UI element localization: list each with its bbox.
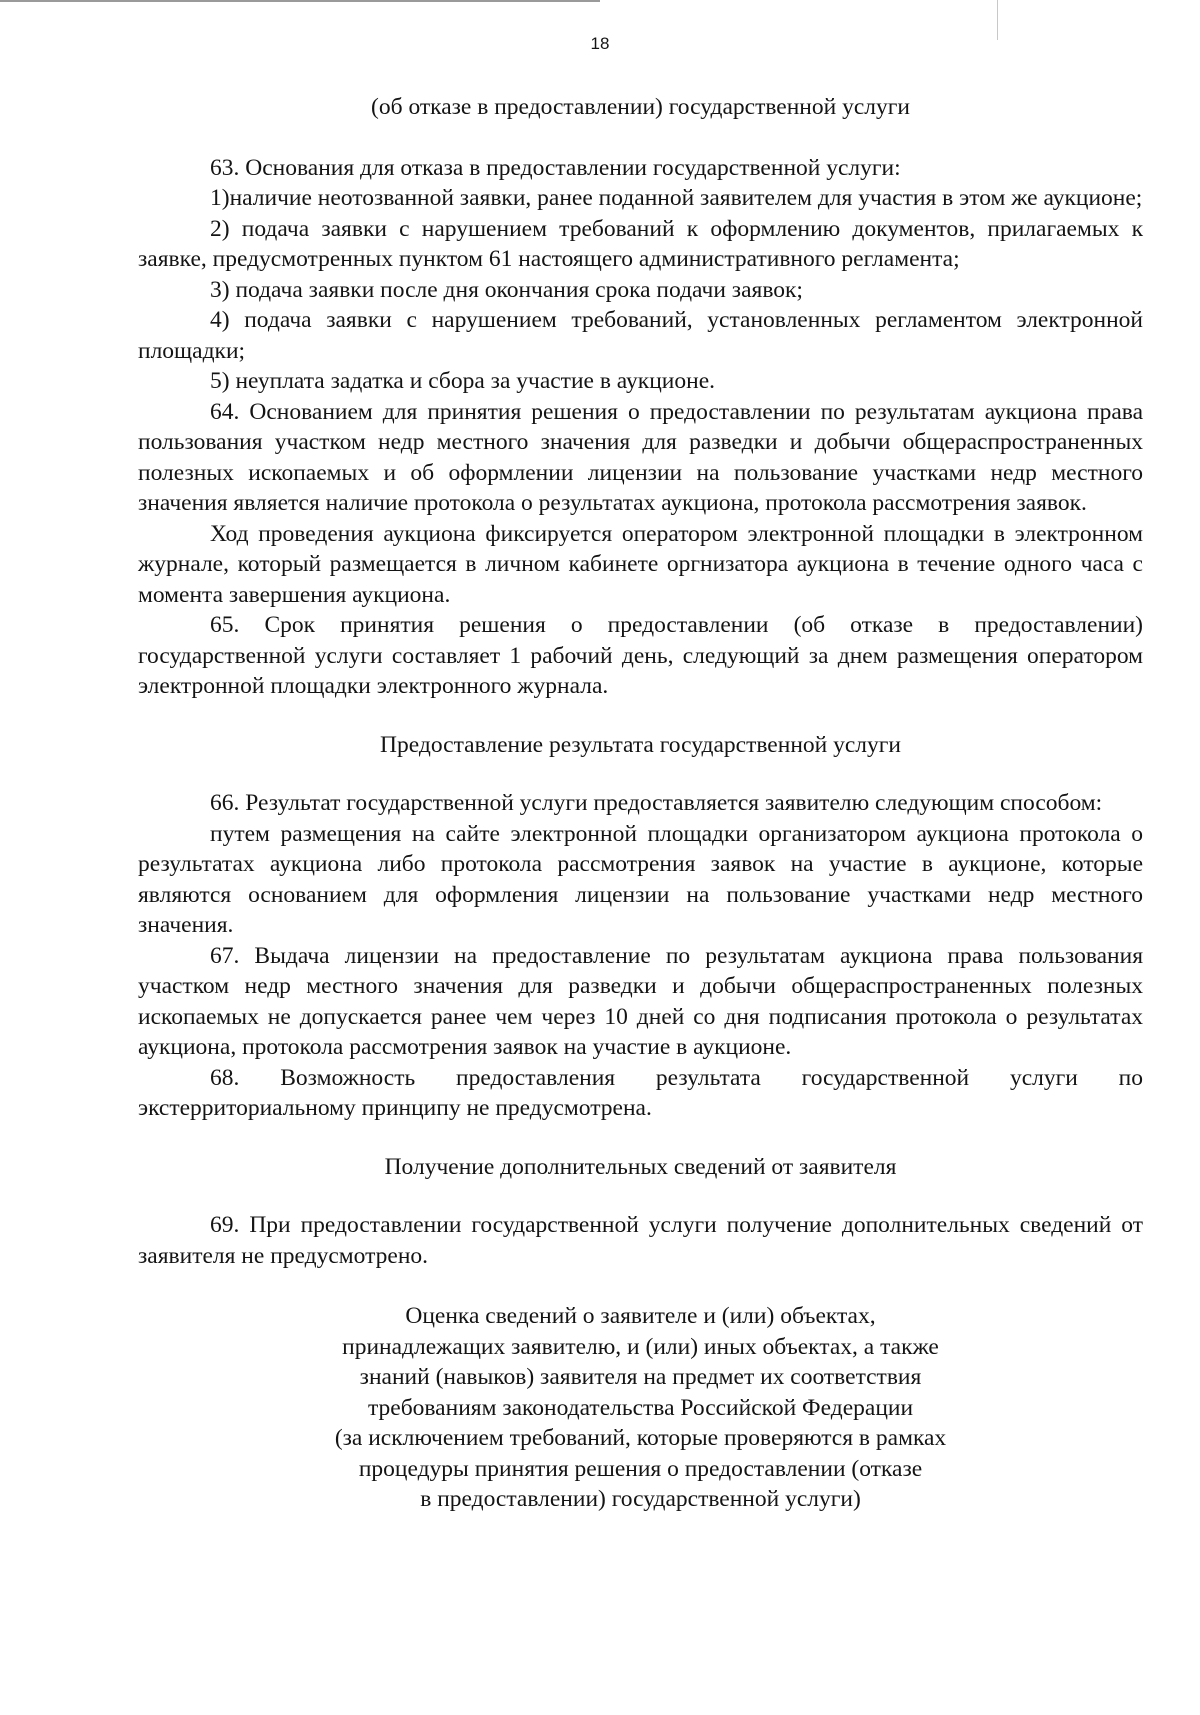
paragraph-65: 65. Срок принятия решения о предоставлении (об отказе в предоставлении) государственной услуги составляет 1 рабочий день, следующий за днем размещения оператором электронной площадки электронного журнала. <box>138 612 1143 699</box>
section-heading-result: Предоставление результата государственной услуги <box>380 731 901 758</box>
section-heading-refusal: (об отказе в предоставлении) государственной услуги <box>371 94 910 120</box>
paragraph-63-item-4: 4) подача заявки с нарушением требований, установленных регламентом электронной площадки; <box>138 307 1143 364</box>
assessment-heading-line: требованиям законодательства Российской Федерации <box>367 1394 914 1421</box>
paragraph-66: 66. Результат государственной услуги предоставляется заявителю следующим способом: <box>210 790 1103 816</box>
page-number: 18 <box>590 34 610 53</box>
paragraph-69: 69. При предоставлении государственной услуги получение дополнительных сведений от заявителя не предусмотрено. <box>138 1212 1143 1269</box>
document-body <box>138 92 1143 1515</box>
assessment-heading-line: (за исключением требований, которые проверяются в рамках <box>334 1425 947 1451</box>
assessment-heading-line: в предоставлении) государственной услуги) <box>420 1486 861 1512</box>
paragraph-64: 64. Основанием для принятия решения о предоставлении по результатам аукциона права пользования участком недр местного значения для разведки и добычи общераспространенных полезных ископаемых и об оформлении лицензии на пользование участками недр местного значения является наличие протокола о результатах аукциона, протокола рассмотрения заявок. <box>138 398 1143 516</box>
paragraph-63-item-5: 5) неуплата задатка и сбора за участие в аукционе. <box>210 368 715 394</box>
assessment-heading-line: процедуры принятия решения о предоставлении (отказе <box>358 1455 923 1482</box>
paragraph-68: 68. Возможность предоставления результата государственной услуги по экстерриториальному принципу не предусмотрена. <box>138 1064 1143 1121</box>
paragraph-64-continuation: Ход проведения аукциона фиксируется оператором электронной площадки в электронном журнале, который размещается в личном кабинете оргнизатора аукциона в течение одного часа с момента завершения аукциона. <box>138 520 1143 608</box>
paragraph-67: 67. Выдача лицензии на предоставление по результатам аукциона права пользования участком недр местного значения для разведки и добычи общераспространенных полезных ископаемых не допускается ранее чем через 10 дней со дня подписания протокола о результатах аукциона, протокола рассмотрения заявок на участие в аукционе. <box>138 942 1143 1060</box>
assessment-heading-line: принадлежащих заявителю, и (или) иных объектах, а также <box>342 1333 939 1360</box>
section-heading-additional-info: Получение дополнительных сведений от заявителя <box>384 1153 897 1180</box>
paragraph-63-item-2: 2) подача заявки с нарушением требований к оформлению документов, прилагаемых к заявке, предусмотренных пунктом 61 настоящего административного регламента; <box>138 215 1143 272</box>
paragraph-66-continuation: путем размещения на сайте электронной площадки организатором аукциона протокола о результатах аукциона либо протокола рассмотрения заявок на участие в аукционе, которые являются основанием для оформления лицензии на пользование участками недр местного значения. <box>138 820 1143 938</box>
assessment-heading-line: Оценка сведений о заявителе и (или) объектах, <box>405 1303 876 1329</box>
paragraph-63: 63. Основания для отказа в предоставлении государственной услуги: <box>210 154 901 181</box>
paragraph-63-item-3: 3) подача заявки после дня окончания срока подачи заявок; <box>210 276 803 303</box>
scan-edge-line <box>0 0 600 2</box>
section-heading-assessment <box>138 1301 1143 1515</box>
assessment-heading-line: знаний (навыков) заявителя на предмет их соответствия <box>359 1364 922 1390</box>
paragraph-63-item-1: 1)наличие неотозванной заявки, ранее поданной заявителем для участия в этом же аукционе; <box>210 185 1143 211</box>
